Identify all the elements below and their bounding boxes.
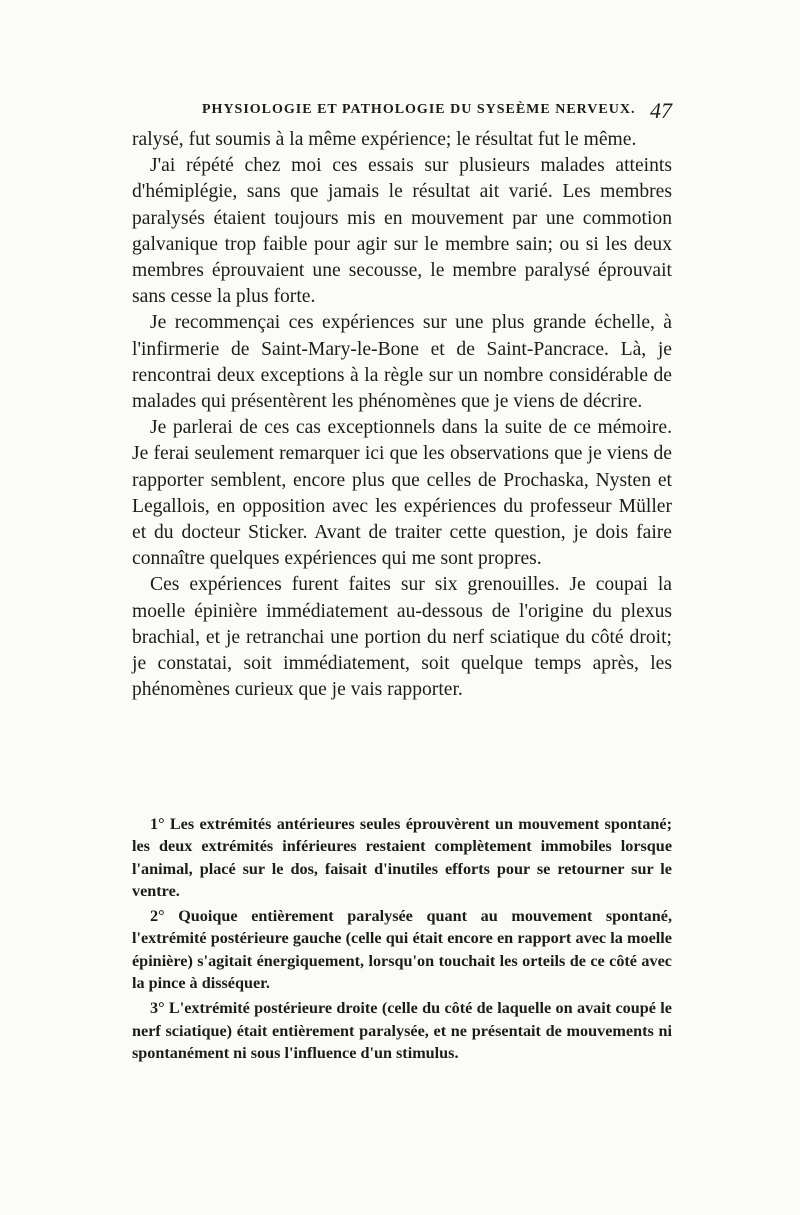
running-title: PHYSIOLOGIE ET PATHOLOGIE DU SYSEÈME NERVEUX.	[202, 102, 636, 117]
paragraph: Ces expériences furent faites sur six grenouilles. Je coupai la moelle épinière immédiatement au-dessous de l'origine du plexus brachial, et je retranchai une portion du nerf sciatique du côté droit; je constatai, soit immédiatement, soit quelque temps après, les phénomènes curieux que je vais rapporter.	[132, 574, 672, 701]
paragraph: ralysé, fut soumis à la même expérience; le résultat fut le même.	[132, 129, 637, 150]
paragraph: Je recommençai ces expériences sur une plus grande échelle, à l'infirmerie de Saint-Mary-le-Bone et de Saint-Pancrace. Là, je rencontrai deux exceptions à la règle sur un nombre considérable de malades qui présentèrent les phénomènes que je viens de décrire.	[132, 312, 672, 413]
observation-item: 3° L'extrémité postérieure droite (celle du côté de laquelle on avait coupé le nerf sciatique) était entièrement paralysée, et ne présentait de mouvements ni spontanément ni sous l'influence d'un stimulus.	[132, 999, 672, 1062]
main-text	[132, 127, 672, 703]
running-header	[132, 98, 672, 122]
numbered-observations	[132, 813, 672, 1064]
paragraph: J'ai répété chez moi ces essais sur plusieurs malades atteints d'hémiplégie, sans que jamais le résultat ait varié. Les membres paralysés étaient toujours mis en mouvement par une commotion galvanique trop faible pour agir sur le membre sain; ou si les deux membres éprouvaient une secousse, le membre paralysé éprouvait sans cesse la plus forte.	[132, 155, 672, 308]
observation-item: 2° Quoique entièrement paralysée quant au mouvement spontané, l'extrémité postérieure gauche (celle qui était encore en rapport avec la moelle épinière) s'agitait énergiquement, lorsqu'on touchait les orteils de ce côté avec la pince à disséquer.	[132, 907, 672, 993]
paragraph: Je parlerai de ces cas exceptionnels dans la suite de ce mémoire. Je ferai seulement remarquer ici que les observations que je viens de rapporter semblent, encore plus que celles de Prochaska, Nysten et Legallois, en opposition avec les expériences du professeur Müller et du docteur Sticker. Avant de traiter cette question, je dois faire connaître quelques expériences qui me sont propres.	[132, 417, 672, 570]
observation-item: 1° Les extrémités antérieures seules éprouvèrent un mouvement spontané; les deux extrémités inférieures restaient complètement immobiles lorsque l'animal, placé sur le dos, faisait d'inutiles efforts pour se retourner sur le ventre.	[132, 815, 672, 900]
page-number: 47	[650, 98, 672, 123]
